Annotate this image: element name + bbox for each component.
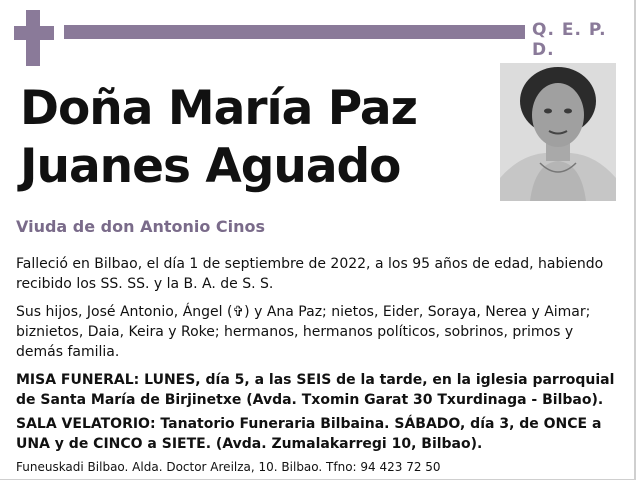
widow-subtitle: Viuda de don Antonio Cinos xyxy=(16,217,266,236)
family-list: Sus hijos, José Antonio, Ángel (✞) y Ana Paz; nietos, Eider, Soraya, Nerea y Aimar; biznietos, Daia, Keira y Roke; hermanos, hermanos políticos, sobrinos, primos y demás familia. xyxy=(16,304,591,360)
portrait-photo xyxy=(500,63,616,201)
qepd-label: Q. E. P. D. xyxy=(532,20,607,60)
name-line-2: Juanes Aguado xyxy=(20,139,401,194)
funeral-home-footer: Funeuskadi Bilbao. Alda. Doctor Areilza, 10. Bilbao. Tfno: 94 423 72 50 xyxy=(16,460,441,474)
funeral-mass-info: MISA FUNERAL: LUNES, día 5, a las SEIS de la tarde, en la iglesia parroquial de Santa María de Birjinetxe (Avda. Txomin Garat 30 Txurdinaga - Bilbao). xyxy=(16,372,615,408)
header-bar xyxy=(64,25,525,39)
name-line-1: Doña María Paz xyxy=(20,81,417,136)
death-announcement: Falleció en Bilbao, el día 1 de septiembre de 2022, a los 95 años de edad, habiendo recibido los SS. SS. y la B. A. de S. S. xyxy=(16,256,604,292)
deceased-name xyxy=(20,80,417,196)
portrait-image xyxy=(500,63,616,201)
wake-room-info: SALA VELATORIO: Tanatorio Funeraria Bilbaina. SÁBADO, día 3, de ONCE a UNA y de CINCO a SIETE. (Avda. Zumalakarregi 10, Bilbao). xyxy=(16,416,602,452)
cross-icon xyxy=(14,10,54,66)
